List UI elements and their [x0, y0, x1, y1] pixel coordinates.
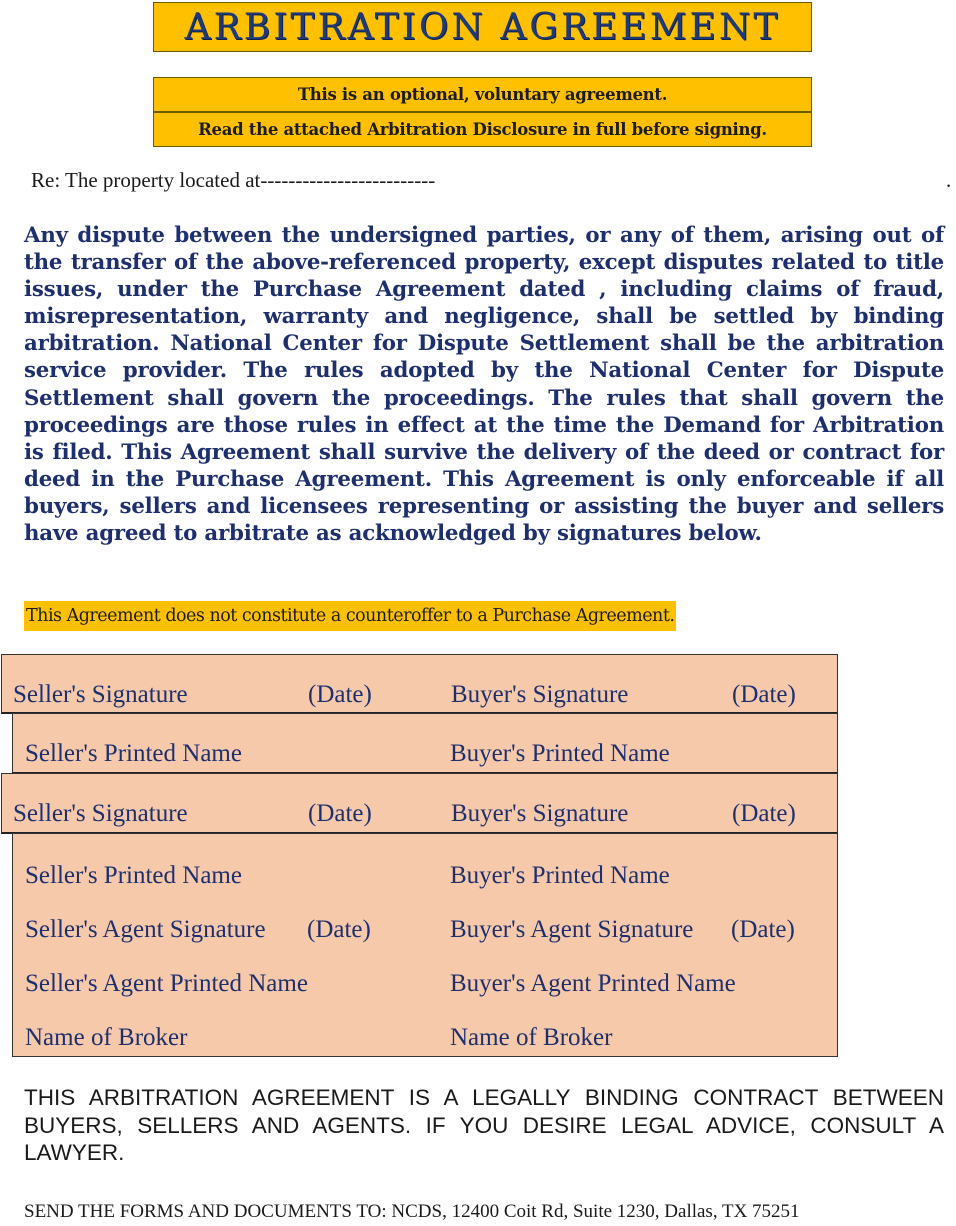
seller-agent-printed-name-label: Seller's Agent Printed Name: [25, 970, 308, 997]
counteroffer-note: This Agreement does not constitute a counteroffer to a Purchase Agreement.: [24, 601, 676, 631]
buyer-signature-label: Buyer's Signature: [451, 681, 629, 708]
buyer-signature-label: Buyer's Signature: [451, 800, 629, 827]
seller-date-label: (Date): [308, 800, 372, 827]
buyer-agent-printed-name-label: Buyer's Agent Printed Name: [450, 970, 736, 997]
seller-printed-name-label: Seller's Printed Name: [25, 862, 242, 889]
buyer-agent-signature-label: Buyer's Agent Signature: [450, 916, 694, 943]
notice-optional: This is an optional, voluntary agreement.: [153, 77, 812, 112]
seller-agent-date-label: (Date): [307, 916, 371, 943]
seller-date-label: (Date): [308, 681, 372, 708]
notice-read-disclosure: Read the attached Arbitration Disclosure in full before signing.: [153, 112, 812, 147]
buyer-printed-name-label: Buyer's Printed Name: [450, 740, 670, 767]
signature-row-3: [1, 773, 838, 834]
signature-block-agents: [12, 833, 838, 1057]
title-banner: [153, 2, 812, 52]
arbitration-clause: Any dispute between the undersigned parties, or any of them, arising out of the transfer of the above-referenced property, except disputes related to title issues, under the Purchase Agreement dated , including claims of fraud, misrepresentation, warranty and negligence, shall be settled by binding arbitration. National Center for Dispute Settlement shall be the arbitration service provider. The rules adopted by the National Center for Dispute Settlement shall govern the proceedings. The rules that shall govern the proceedings are those rules in effect at the time the Demand for Arbitration is filed. This Agreement shall survive the delivery of the deed or contract for deed in the Purchase Agreement. This Agreement is only enforceable if all buyers, sellers and licensees representing or assisting the buyer and sellers have agreed to arbitrate as acknowledged by signatures below.: [24, 223, 944, 547]
signature-row-2: [12, 713, 838, 774]
buyer-printed-name-label: Buyer's Printed Name: [450, 862, 670, 889]
buyer-agent-date-label: (Date): [731, 916, 795, 943]
seller-printed-name-label: Seller's Printed Name: [25, 740, 242, 767]
seller-broker-label: Name of Broker: [25, 1024, 188, 1051]
page-title: ARBITRATION AGREEMENT: [184, 6, 781, 48]
legal-warning: THIS ARBITRATION AGREEMENT IS A LEGALLY BINDING CONTRACT BETWEEN BUYERS, SELLERS AND AGENTS. IF YOU DESIRE LEGAL ADVICE, CONSULT A LAWYER.: [24, 1085, 944, 1165]
seller-signature-label: Seller's Signature: [13, 800, 188, 827]
signature-row-1: [1, 654, 838, 714]
send-to-address: SEND THE FORMS AND DOCUMENTS TO: NCDS, 12400 Coit Rd, Suite 1230, Dallas, TX 75251: [24, 1201, 800, 1222]
buyer-date-label: (Date): [732, 681, 796, 708]
property-line-end: .: [946, 168, 952, 192]
buyer-broker-label: Name of Broker: [450, 1024, 613, 1051]
buyer-date-label: (Date): [732, 800, 796, 827]
seller-signature-label: Seller's Signature: [13, 681, 188, 708]
seller-agent-signature-label: Seller's Agent Signature: [25, 916, 266, 943]
property-line: Re: The property located at-------------------------: [31, 168, 436, 192]
